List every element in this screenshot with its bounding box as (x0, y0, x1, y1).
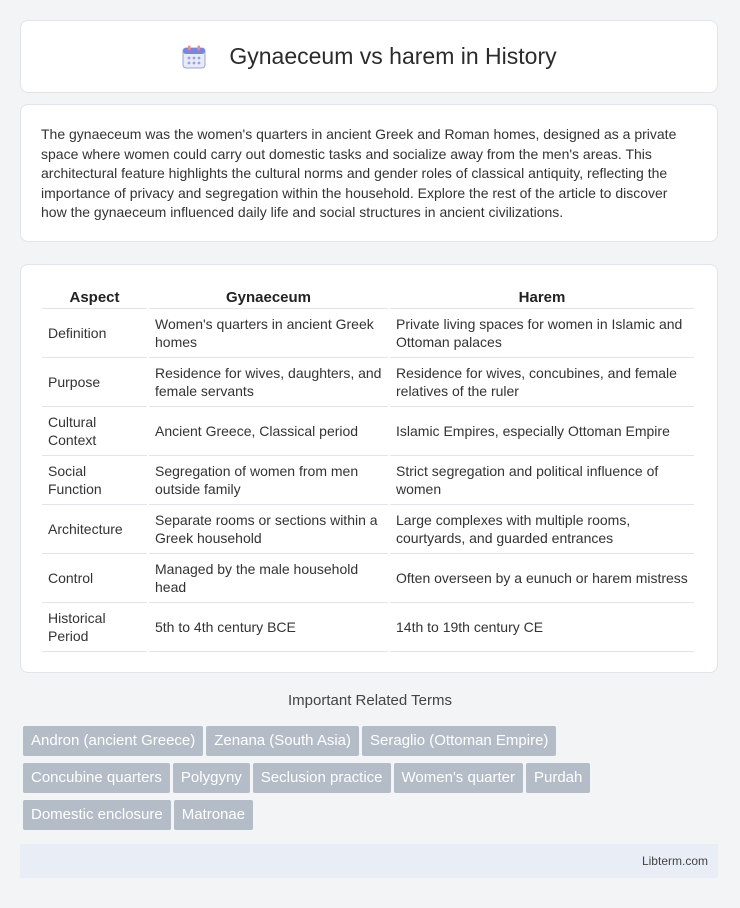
page-title: Gynaeceum vs harem in History (229, 43, 557, 69)
cell-aspect: Purpose (42, 358, 147, 407)
footer (20, 844, 718, 878)
header-card (20, 20, 718, 93)
intro-text: The gynaeceum was the women's quarters in ancient Greek and Roman homes, designed as a private space where women could carry out domestic tasks and socialize away from the men's areas. This architectural feature highlights the cultural norms and gender roles of classical antiquity, reflecting the importance of privacy and segregation within the household. Explore the rest of the article to discover how the gynaeceum influenced daily life and social structures in ancient civilizations. (41, 126, 677, 221)
related-terms-heading: Important Related Terms (288, 692, 452, 709)
related-tags (23, 726, 663, 837)
cell-harem: Private living spaces for women in Islamic and Ottoman palaces (390, 309, 694, 358)
cell-aspect: Social Function (42, 456, 147, 505)
cell-aspect: Cultural Context (42, 407, 147, 456)
tag-zenana[interactable]: Zenana (South Asia) (206, 726, 359, 756)
tag-domestic-enclosure[interactable]: Domestic enclosure (23, 800, 171, 830)
tag-seraglio[interactable]: Seraglio (Ottoman Empire) (362, 726, 556, 756)
cell-gynaeceum: Segregation of women from men outside family (149, 456, 388, 505)
footer-site-link[interactable]: Libterm.com (641, 854, 708, 868)
tag-concubine-quarters[interactable]: Concubine quarters (23, 763, 170, 793)
header-aspect: Aspect (42, 285, 147, 309)
table-row (42, 505, 694, 554)
table-header-row (42, 285, 694, 309)
intro-card (20, 104, 718, 242)
tag-womens-quarter[interactable]: Women's quarter (394, 763, 523, 793)
table-row (42, 456, 694, 505)
cell-harem: 14th to 19th century CE (390, 603, 694, 652)
tag-seclusion-practice[interactable]: Seclusion practice (253, 763, 391, 793)
comparison-table (40, 285, 696, 652)
cell-gynaeceum: Women's quarters in ancient Greek homes (149, 309, 388, 358)
cell-aspect: Historical Period (42, 603, 147, 652)
cell-aspect: Architecture (42, 505, 147, 554)
cell-gynaeceum: 5th to 4th century BCE (149, 603, 388, 652)
tag-matronae[interactable]: Matronae (174, 800, 253, 830)
comparison-card (20, 264, 718, 673)
cell-harem: Large complexes with multiple rooms, courtyards, and guarded entrances (390, 505, 694, 554)
cell-aspect: Control (42, 554, 147, 603)
header-gynaeceum: Gynaeceum (149, 285, 388, 309)
cell-gynaeceum: Separate rooms or sections within a Greek household (149, 505, 388, 554)
cell-harem: Islamic Empires, especially Ottoman Empire (390, 407, 694, 456)
table-row (42, 407, 694, 456)
table-row (42, 554, 694, 603)
tag-andron[interactable]: Andron (ancient Greece) (23, 726, 203, 756)
cell-harem: Strict segregation and political influence of women (390, 456, 694, 505)
tag-polygyny[interactable]: Polygyny (173, 763, 250, 793)
cell-harem: Residence for wives, concubines, and female relatives of the ruler (390, 358, 694, 407)
cell-gynaeceum: Ancient Greece, Classical period (149, 407, 388, 456)
header-harem: Harem (390, 285, 694, 309)
calendar-icon (181, 44, 207, 70)
cell-harem: Often overseen by a eunuch or harem mistress (390, 554, 694, 603)
tag-purdah[interactable]: Purdah (526, 763, 590, 793)
cell-gynaeceum: Residence for wives, daughters, and female servants (149, 358, 388, 407)
table-row (42, 603, 694, 652)
cell-aspect: Definition (42, 309, 147, 358)
table-row (42, 309, 694, 358)
cell-gynaeceum: Managed by the male household head (149, 554, 388, 603)
table-row (42, 358, 694, 407)
